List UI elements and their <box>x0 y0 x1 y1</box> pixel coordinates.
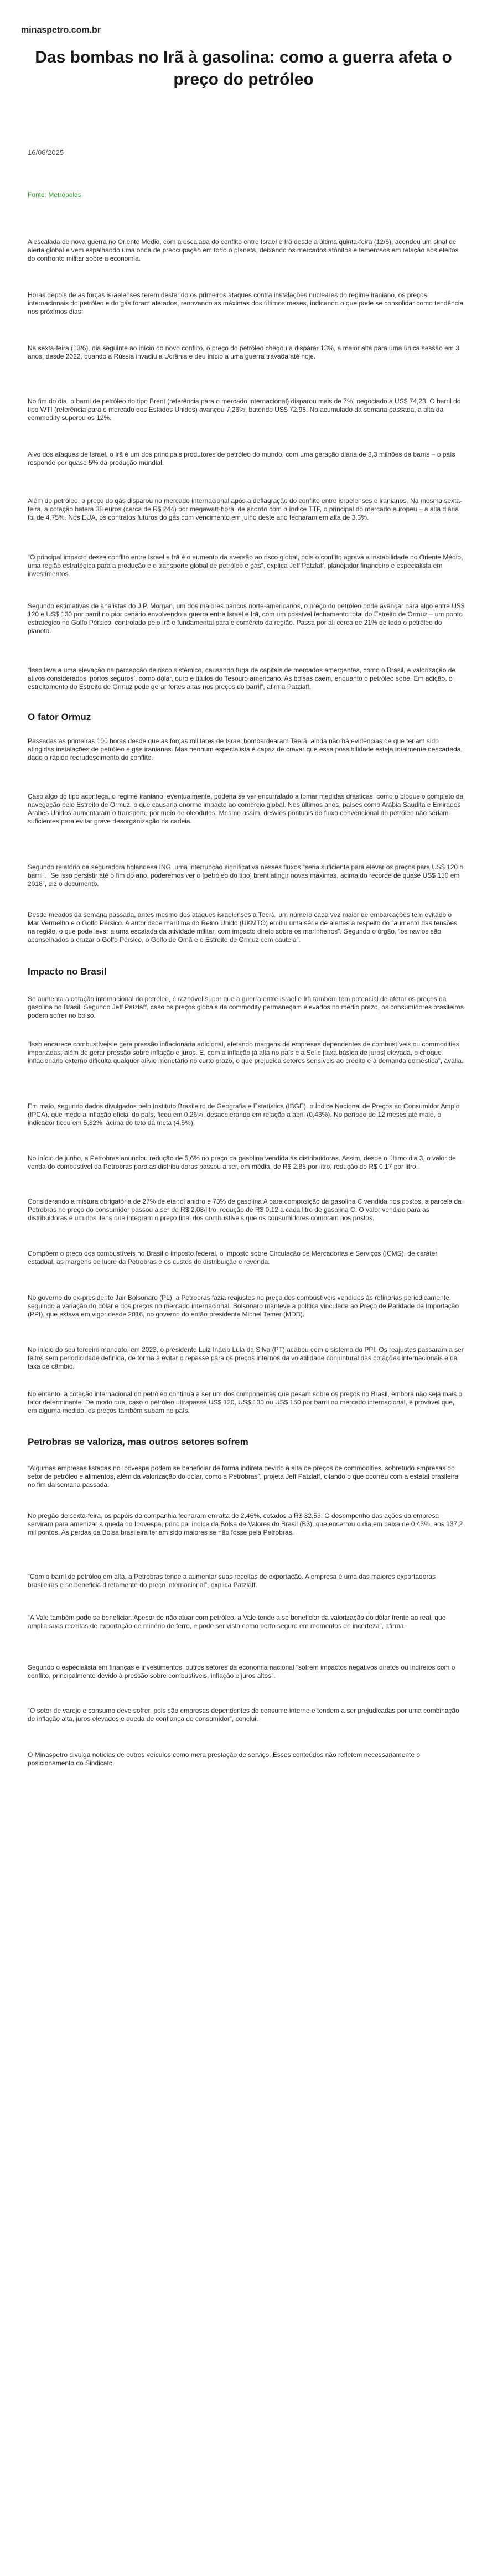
paragraph: No pregão de sexta-feira, os papéis da companhia fecharam em alta de 2,46%, cotados a R$ 32,53. O desempenho das ações da empresa serviram para amenizar a queda do Ibovespa, principal índice da Bolsa de Valores do Brasil (B3), que encerrou o dia em baixa de 0,43%, aos 137,2 mil pontos. As perdas da Bolsa brasileira teriam sido maiores se não fosse pela Petrobras. <box>28 1512 463 1536</box>
paragraph: Caso algo do tipo aconteça, o regime iraniano, eventualmente, poderia se ver encurralado a tomar medidas drásticas, como o bloqueio completo da navegação pelo Estreito de Ormuz, o que causaria enorme impacto ao comércio global. Nos últimos anos, países como Arábia Saudita e Emirados Árabes Unidos aumentaram o transporte por meio de oleodutos. Mesmo assim, desvios pontuais do fluxo convencional do petróleo não seriam suficientes para evitar grave desorganização da cadeia. <box>28 792 464 825</box>
publish-date: 16/06/2025 <box>28 148 64 157</box>
source-link[interactable]: Fonte: Metrópoles <box>28 191 81 199</box>
paragraph: No início de junho, a Petrobras anunciou redução de 5,6% no preço da gasolina vendida às distribuidoras. Assim, desde o último dia 3, o valor de venda do combustível da Petrobras para as distribuidoras passou a ser, em média, de R$ 2,85 por litro, redução de R$ 0,17 por litro. <box>28 1154 456 1170</box>
paragraph: “Algumas empresas listadas no Ibovespa podem se beneficiar de forma indireta devido à alta de preços de commodities, sobretudo empresas do setor de petróleo e alimentos, além da valorização do dólar, como a Petrobras”, projeta Jeff Patzlaff, citando o que ocorreu com a estatal brasileira no fim da semana passada. <box>28 1464 458 1489</box>
paragraph: Desde meados da semana passada, antes mesmo dos ataques israelenses a Teerã, um número cada vez maior de embarcações tem evitado o Mar Vermelho e o Golfo Pérsico. A autoridade marítima do Reino Unido (UKMTO) emitiu uma série de alertas a respeito do “aumento das tensões na região, o que pode levar a uma escalada da atividade militar, com impacto direto sobre os marinheiros”. Segundo o órgão, “os navios são aconselhados a cruzar o Golfo Pérsico, o Golfo de Omã e o Estreito de Ormuz com cautela”. <box>28 911 458 944</box>
paragraph: Horas depois de as forças israelenses terem desferido os primeiros ataques contra instalações nucleares do regime iraniano, os preços internacionais do petróleo e do gás foram afetados, renovando as máximas dos últimos meses, indicando o que pode se consolidar como tendência nos próximos dias. <box>28 291 464 315</box>
paragraph: “O setor de varejo e consumo deve sofrer, pois são empresas dependentes do consumo interno e tendem a ser prejudicadas por uma combinação de inflação alta, juros elevados e queda de confiança do consumidor”, conclui. <box>28 1707 459 1723</box>
paragraph: Segundo estimativas de analistas do J.P. Morgan, um dos maiores bancos norte-americanos, o preço do petróleo pode avançar para algo entre US$ 120 e US$ 130 por barril no pior cenário envolvendo a guerra entre Israel e Irã, com um possível fechamento total do Estreito de Ormuz – um ponto estratégico no Golfo Pérsico, controlado pelo Irã e fundamental para o comércio da região. Passa por ali cerca de 21% de todo o petróleo do planeta. <box>28 602 465 635</box>
paragraph: Considerando a mistura obrigatória de 27% de etanol anidro e 73% de gasolina A para composição da gasolina C vendida nos postos, a parcela da Petrobras no preço do consumidor passou a ser de R$ 2,08/litro, redução de R$ 0,12 a cada litro de gasolina C. O valor vendido para as distribuidoras é um dos itens que integram o preço final dos combustíveis que os consumidores compram nos postos. <box>28 1198 462 1222</box>
paragraph: Segundo relatório da seguradora holandesa ING, uma interrupção significativa nesses fluxos “seria suficiente para elevar os preços para US$ 120 o barril”. “Se isso persistir até o fim do ano, poderemos ver o [petróleo do tipo] brent atingir novas máximas, acima do recorde de quase US$ 150 em 2018”, diz o documento. <box>28 863 464 888</box>
paragraph: No entanto, a cotação internacional do petróleo continua a ser um dos componentes que pesam sobre os preços no Brasil, embora não seja mais o fator determinante. De modo que, caso o petróleo ultrapasse US$ 120, US$ 130 ou US$ 150 por barril no mercado internacional, é provável que, em alguma medida, os preços também subam no país. <box>28 1390 463 1414</box>
paragraph: “A Vale também pode se beneficiar. Apesar de não atuar com petróleo, a Vale tende a se beneficiar da valorização do dólar frente ao real, que amplia suas receitas de exportação de minério de ferro, e pode ser vista como porto seguro em momentos de incerteza”, afirma. <box>28 1614 446 1630</box>
paragraph: “Com o barril de petróleo em alta, a Petrobras tende a aumentar suas receitas de exportação. A empresa é uma das maiores exportadoras brasileiras e se beneficia diretamente do preço internacional”, explica Patzlaff. <box>28 1573 436 1589</box>
paragraph: Passadas as primeiras 100 horas desde que as forças militares de Israel bombardearam Teerã, ainda não há evidências de que teriam sido atingidas instalações de petróleo e gás iranianas. Mas nenhum especialista é capaz de cravar que essa possibilidade esteja totalmente descartada, dado o rápido recrudescimento do conflito. <box>28 737 463 761</box>
paragraph: Compõem o preço dos combustíveis no Brasil o imposto federal, o Imposto sobre Circulação de Mercadorias e Serviços (ICMS), de caráter estadual, as margens de lucro da Petrobras e os custos de distribuição e revenda. <box>28 1250 438 1266</box>
paragraph: A escalada de nova guerra no Oriente Médio, com a escalada do conflito entre Israel e Irã desde a última quinta-feira (12/6), acendeu um sinal de alerta global e vem espalhando uma onda de preocupação em todo o planeta, deixando os mercados atônitos e temerosos em relação aos efeitos do confronto militar sobre a economia. <box>28 238 459 262</box>
section-heading: Impacto no Brasil <box>28 966 107 977</box>
paragraph: Segundo o especialista em finanças e investimentos, outros setores da economia nacional “sofrem impactos negativos diretos ou indiretos com o conflito, principalmente devido à pressão sobre combustíveis, inflação e juros altos”. <box>28 1663 455 1680</box>
paragraph: “Isso leva a uma elevação na percepção de risco sistêmico, causando fuga de capitais de mercados emergentes, como o Brasil, e valorização de ativos considerados ‘portos seguros’, como dólar, ouro e títulos do Tesouro americano. As bolsas caem, enquanto o petróleo sobe. Em adição, o estreitamento do Estreito de Ormuz pode gerar fortes altas nos preços do barril”, afirma Patzlaff. <box>28 666 456 691</box>
paragraph: O Minaspetro divulga notícias de outros veículos como mera prestação de serviço. Esses conteúdos não refletem necessariamente o posicionamento do Sindicato. <box>28 1751 421 1767</box>
site-name[interactable]: minaspetro.com.br <box>21 25 101 35</box>
paragraph: Além do petróleo, o preço do gás disparou no mercado internacional após a deflagração do conflito entre israelenses e iranianos. Na mesma sexta-feira, a cotação batera 38 euros (cerca de R$ 244) por megawatt-hora, de acordo com o índice TTF, o principal do mercado europeu – a alta diária foi de 4,75%. Nos EUA, os contratos futuros do gás com vencimento em julho deste ano fecharam em alta de 3,3%. <box>28 497 463 521</box>
paragraph: “Isso encarece combustíveis e gera pressão inflacionária adicional, afetando margens de empresas dependentes de combustíveis ou commodities importadas, além de gerar pressão sobre inflação e juros. E, com a inflação já alta no país e a Selic [taxa básica de juros] elevada, o choque inflacionário externo dificulta qualquer alívio monetário no curto prazo, o que prejudica setores sensíveis ao crédito e à demanda doméstica”, avalia. <box>28 1040 464 1065</box>
paragraph: Em maio, segundo dados divulgados pelo Instituto Brasileiro de Geografia e Estatística (IBGE), o Índice Nacional de Preços ao Consumidor Amplo (IPCA), que mede a inflação oficial do país, ficou em 0,26%, desacelerando em relação a abril (0,43%). No período de 12 meses até maio, o indicador ficou em 5,32%, acima do teto da meta (4,5%). <box>28 1102 460 1127</box>
article-title: Das bombas no Irã à gasolina: como a guerra afeta o preço do petróleo <box>35 48 452 89</box>
paragraph: No fim do dia, o barril de petróleo do tipo Brent (referência para o mercado internacional) disparou mais de 7%, negociado a US$ 74,23. O barril do tipo WTI (referência para o mercado dos Estados Unidos) avançou 7,26%, batendo US$ 72,98. No acumulado da semana passada, a alta da commodity superou os 12%. <box>28 397 461 422</box>
paragraph: Se aumenta a cotação internacional do petróleo, é razoável supor que a guerra entre Israel e Irã também tem potencial de afetar os preços da gasolina no Brasil. Segundo Jeff Patzlaff, caso os preços globais da commodity permaneçam elevados no médio prazo, os consumidores brasileiros podem sofrer no bolso. <box>28 995 464 1019</box>
paragraph: No início do seu terceiro mandato, em 2023, o presidente Luiz Inácio Lula da Silva (PT) acabou com o sistema do PPI. Os reajustes passaram a ser feitos sem periodicidade definida, de forma a evitar o repasse para os preços internos da volatilidade conjuntural das cotações internacionais e da taxa de câmbio. <box>28 1346 464 1370</box>
paragraph: Alvo dos ataques de Israel, o Irã é um dos principais produtores de petróleo do mundo, com uma geração diária de 3,3 milhões de barris – o país responde por quase 5% da produção mundial. <box>28 450 455 467</box>
paragraph: Na sexta-feira (13/6), dia seguinte ao início do novo conflito, o preço do petróleo chegou a disparar 13%, a maior alta para uma única sessão em 3 anos, desde 2022, quando a Rússia invadiu a Ucrânia e deu início a uma guerra travada até hoje. <box>28 344 459 360</box>
section-heading: Petrobras se valoriza, mas outros setores sofrem <box>28 1437 248 1447</box>
paragraph: No governo do ex-presidente Jair Bolsonaro (PL), a Petrobras fazia reajustes no preço dos combustíveis vendidos às refinarias periodicamente, seguindo a variação do dólar e dos preços no mercado internacional. Bolsonaro manteve a política vinculada ao Preço de Paridade de Importação (PPI), que estava em vigor desde 2016, no governo do então presidente Michel Temer (MDB). <box>28 1294 459 1318</box>
section-heading: O fator Ormuz <box>28 712 91 722</box>
paragraph: “O principal impacto desse conflito entre Israel e Irã é o aumento da aversão ao risco global, pois o conflito agrava a instabilidade no Oriente Médio, uma região estratégica para a produção e o transporte global de petróleo e gás”, explica Jeff Patzlaff, planejador financeiro e especialista em investimentos. <box>28 553 463 578</box>
